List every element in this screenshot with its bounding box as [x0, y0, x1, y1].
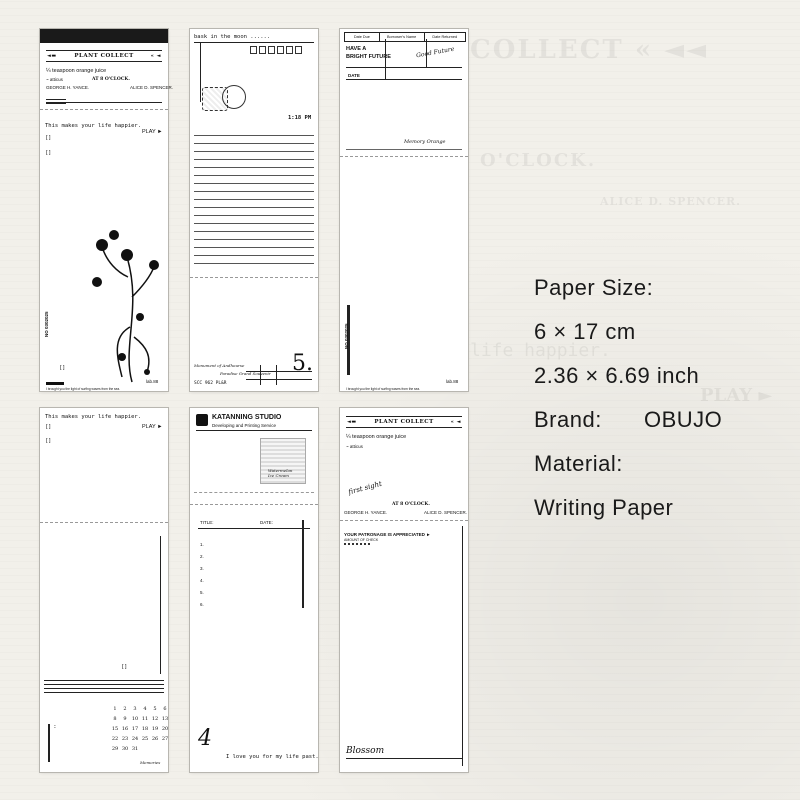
serial-code: NO 0302025 — [344, 323, 349, 349]
title-label: TITLE: — [200, 520, 214, 525]
list-item: 2. — [200, 554, 204, 559]
staff-line — [44, 692, 164, 693]
paper-card-library — [340, 29, 468, 391]
signature: Memories — [140, 760, 161, 765]
dotted-mark — [344, 543, 370, 545]
script-line-1: Monument of Andhourse — [194, 363, 245, 368]
time-stamp: 1:18 PM — [288, 115, 312, 121]
ruled-line — [194, 263, 314, 264]
calendar-day: 30 — [121, 746, 129, 752]
calendar-day: 5 — [153, 706, 157, 712]
postmark-icon — [222, 85, 246, 109]
ruled-line — [194, 151, 314, 152]
bracket-1: [ ] — [46, 424, 51, 430]
bracket-3: [ ] — [60, 365, 65, 371]
code-line: SCC 962 PL&R — [194, 381, 227, 386]
script-text: Watermelon Ice Cream — [268, 468, 293, 478]
side-bar — [48, 724, 50, 762]
rule — [196, 430, 312, 431]
lab-code: lab.88 — [446, 379, 459, 384]
calendar-day: 31 — [131, 746, 139, 752]
ruled-line — [194, 135, 314, 136]
material-value: Writing Paper — [534, 495, 674, 520]
time-line: AT 8 O'CLOCK. — [92, 77, 130, 82]
header-rule — [194, 42, 314, 43]
perforation — [190, 504, 318, 505]
calendar-day: 20 — [161, 726, 169, 732]
footer-text: I brought you the light of surfing waves from the sea. — [46, 387, 121, 391]
plant-collect-banner: ◄▬ PLANT COLLECT « ◄ — [46, 50, 162, 62]
title-line-1: HAVE A — [346, 46, 367, 52]
perforation — [40, 522, 168, 523]
name-left: GEORGE H. YANCE. — [46, 85, 90, 90]
calendar-row — [100, 736, 170, 746]
play-label: PLAY ► — [142, 424, 163, 430]
column-rule — [385, 39, 386, 79]
footer-text: I love you for my life past. — [226, 754, 319, 760]
recipe-line: ¼ teaspoon orange juice — [46, 68, 107, 74]
side-bar — [302, 520, 304, 608]
calendar-day: 4 — [143, 706, 147, 712]
header-text: bask in the moon ...... — [194, 34, 271, 40]
col-borrower: Borrower's Name — [380, 33, 425, 41]
calendar-day: 24 — [131, 736, 139, 742]
name-right: ALICE D. SPENCER. — [130, 85, 174, 90]
date-label: DATE: — [260, 520, 273, 525]
calendar-day: 1 — [113, 706, 117, 712]
bracket-1: [ ] — [46, 135, 51, 141]
grid-line — [276, 365, 277, 385]
calendar-day: 9 — [123, 716, 127, 722]
colon-mark: : — [54, 724, 56, 730]
studio-logo-icon — [196, 414, 208, 426]
paper-card-moon — [190, 29, 318, 391]
calendar-day — [140, 746, 150, 756]
list-item: 6. — [200, 602, 204, 607]
list-item: 1. — [200, 542, 204, 547]
rule — [346, 79, 462, 80]
ruled-line — [194, 183, 314, 184]
footer-text: I brought you the light of surfing waves from the sea. — [346, 387, 421, 391]
paper-card-calendar — [40, 408, 168, 772]
calendar-day: 15 — [111, 726, 119, 732]
plant-collect-banner: ◄▬ PLANT COLLECT « ◄ — [346, 416, 462, 428]
ruled-line — [194, 231, 314, 232]
studio-sub: Developing and Printing Service — [212, 423, 277, 428]
patronage-line: YOUR PATRONAGE IS APPRECIATED ► — [344, 532, 431, 537]
ruled-line — [194, 159, 314, 160]
calendar-day — [150, 746, 160, 756]
column-rule — [426, 39, 427, 67]
date-label: DATE — [348, 73, 360, 78]
col-date-due: Date Due — [345, 33, 380, 41]
calendar-row — [100, 746, 170, 756]
brand-label: Brand: — [534, 407, 602, 432]
banner-title: PLANT COLLECT — [74, 53, 134, 59]
rule — [198, 528, 310, 529]
recipe-line: ¼ teaspoon orange juice — [346, 434, 407, 440]
calendar-day: 27 — [161, 736, 169, 742]
box — [286, 46, 293, 54]
calendar-day: 13 — [161, 716, 169, 722]
box — [259, 46, 266, 54]
play-label: PLAY ► — [142, 129, 163, 135]
library-header-row — [344, 32, 466, 42]
tagline: This makes your life happier. — [45, 414, 142, 420]
grid-line — [260, 365, 261, 385]
size-cm: 6 × 17 cm — [534, 319, 636, 344]
bracket-3: [ ] — [122, 664, 127, 670]
signature: Memory Orange — [404, 139, 446, 145]
calendar-row — [100, 726, 170, 736]
calendar-day — [100, 746, 110, 756]
bracket-2: [ ] — [46, 438, 51, 444]
calendar-day — [160, 746, 170, 756]
ruled-line — [194, 207, 314, 208]
side-rule — [200, 42, 201, 102]
material-label: Material: — [534, 451, 623, 476]
box — [250, 46, 257, 54]
calendar-day: 2 — [123, 706, 127, 712]
calendar-day: 18 — [141, 726, 149, 732]
calendar-row — [100, 716, 170, 726]
calendar-row — [100, 706, 170, 716]
signature: Blossom — [346, 746, 385, 756]
rule — [346, 758, 462, 759]
calendar-day: 16 — [121, 726, 129, 732]
script-text: Good Future — [415, 45, 455, 60]
calendar-day: 11 — [141, 716, 149, 722]
list-item: 4. — [200, 578, 204, 583]
frame-right — [160, 536, 161, 674]
atticus-line: ~ atticus — [46, 77, 63, 82]
calendar-day — [100, 716, 110, 726]
list-item: 5. — [200, 590, 204, 595]
box — [277, 46, 284, 54]
watermark-oclock: O'CLOCK. — [480, 150, 597, 171]
page-number: 5. — [292, 351, 313, 376]
rule — [346, 149, 462, 150]
banner-title: PLANT COLLECT — [374, 419, 434, 425]
lab-code: lab.88 — [146, 379, 159, 384]
ruled-line — [194, 143, 314, 144]
staff-line — [44, 688, 164, 689]
perforation — [194, 492, 314, 493]
ruled-line — [194, 247, 314, 248]
watermark-spencer: ALICE D. SPENCER. — [600, 195, 741, 208]
title-line-2: BRIGHT FUTURE — [346, 54, 391, 60]
atticus-line: ~ atticus — [346, 444, 363, 449]
ruled-line — [194, 255, 314, 256]
calendar-day: 6 — [163, 706, 167, 712]
perforation — [340, 520, 468, 521]
perforation — [190, 277, 318, 278]
brand-value: OBUJO — [644, 407, 723, 432]
calendar-day: 29 — [111, 746, 119, 752]
script-line-2: Paradise Grand Souvenir — [220, 371, 271, 376]
ruled-line — [194, 175, 314, 176]
page-number: 4 — [198, 726, 212, 751]
ruled-line — [194, 167, 314, 168]
ruled-line — [194, 215, 314, 216]
calendar-day: 10 — [131, 716, 139, 722]
footer-bar — [46, 382, 64, 385]
list-item: 3. — [200, 566, 204, 571]
flower-illustration — [92, 217, 162, 387]
grid-line — [246, 379, 312, 380]
ruled-line — [194, 199, 314, 200]
calendar-day: 12 — [151, 716, 159, 722]
perforation — [340, 156, 468, 157]
serial-code: NO 0302025 — [44, 311, 49, 337]
calendar-day: 26 — [151, 736, 159, 742]
paper-card-patronage — [340, 408, 468, 772]
size-inch: 2.36 × 6.69 inch — [534, 363, 700, 388]
staff-line — [44, 680, 164, 681]
watermark-play: PLAY ► — [700, 385, 773, 406]
paper-size-label: Paper Size: — [534, 275, 654, 300]
bracket-2: [ ] — [46, 150, 51, 156]
calendar-day: 17 — [131, 726, 139, 732]
calendar-day: 22 — [111, 736, 119, 742]
calendar-day — [100, 706, 110, 716]
name-right: ALICE D. SPENCER. — [424, 510, 468, 515]
staff-line — [44, 684, 164, 685]
box — [295, 46, 302, 54]
divider — [46, 102, 162, 103]
ruled-line — [194, 191, 314, 192]
calendar-day: 8 — [113, 716, 117, 722]
box — [268, 46, 275, 54]
calendar-day: 25 — [141, 736, 149, 742]
rule — [346, 67, 462, 68]
calendar-day — [100, 726, 110, 736]
calendar-day: 19 — [151, 726, 159, 732]
tagline: This makes your life happier. — [45, 123, 142, 129]
col-returned: Date Returned — [432, 35, 458, 39]
calendar-day: 23 — [121, 736, 129, 742]
frame-right — [462, 526, 463, 766]
script-text: first sight — [347, 479, 383, 497]
watermark-life: life happier. — [470, 340, 611, 361]
ruled-line — [194, 239, 314, 240]
calendar-day — [100, 736, 110, 746]
paper-card-plant-collect — [40, 29, 174, 391]
name-left: GEORGE H. YANCE. — [344, 510, 388, 515]
watermark-collect: COLLECT « ◄◄ — [470, 35, 709, 65]
amount-label: AMOUNT OF CHECK — [344, 538, 379, 542]
perforation — [40, 109, 168, 110]
ruled-line — [194, 223, 314, 224]
paper-card-studio — [190, 408, 318, 772]
grid-line — [246, 371, 312, 372]
calendar-grid — [100, 706, 170, 756]
time-line: AT 8 O'CLOCK. — [392, 502, 430, 507]
studio-name: KATANNING STUDIO — [212, 414, 282, 421]
calendar-day: 3 — [133, 706, 137, 712]
top-bar — [40, 29, 168, 43]
